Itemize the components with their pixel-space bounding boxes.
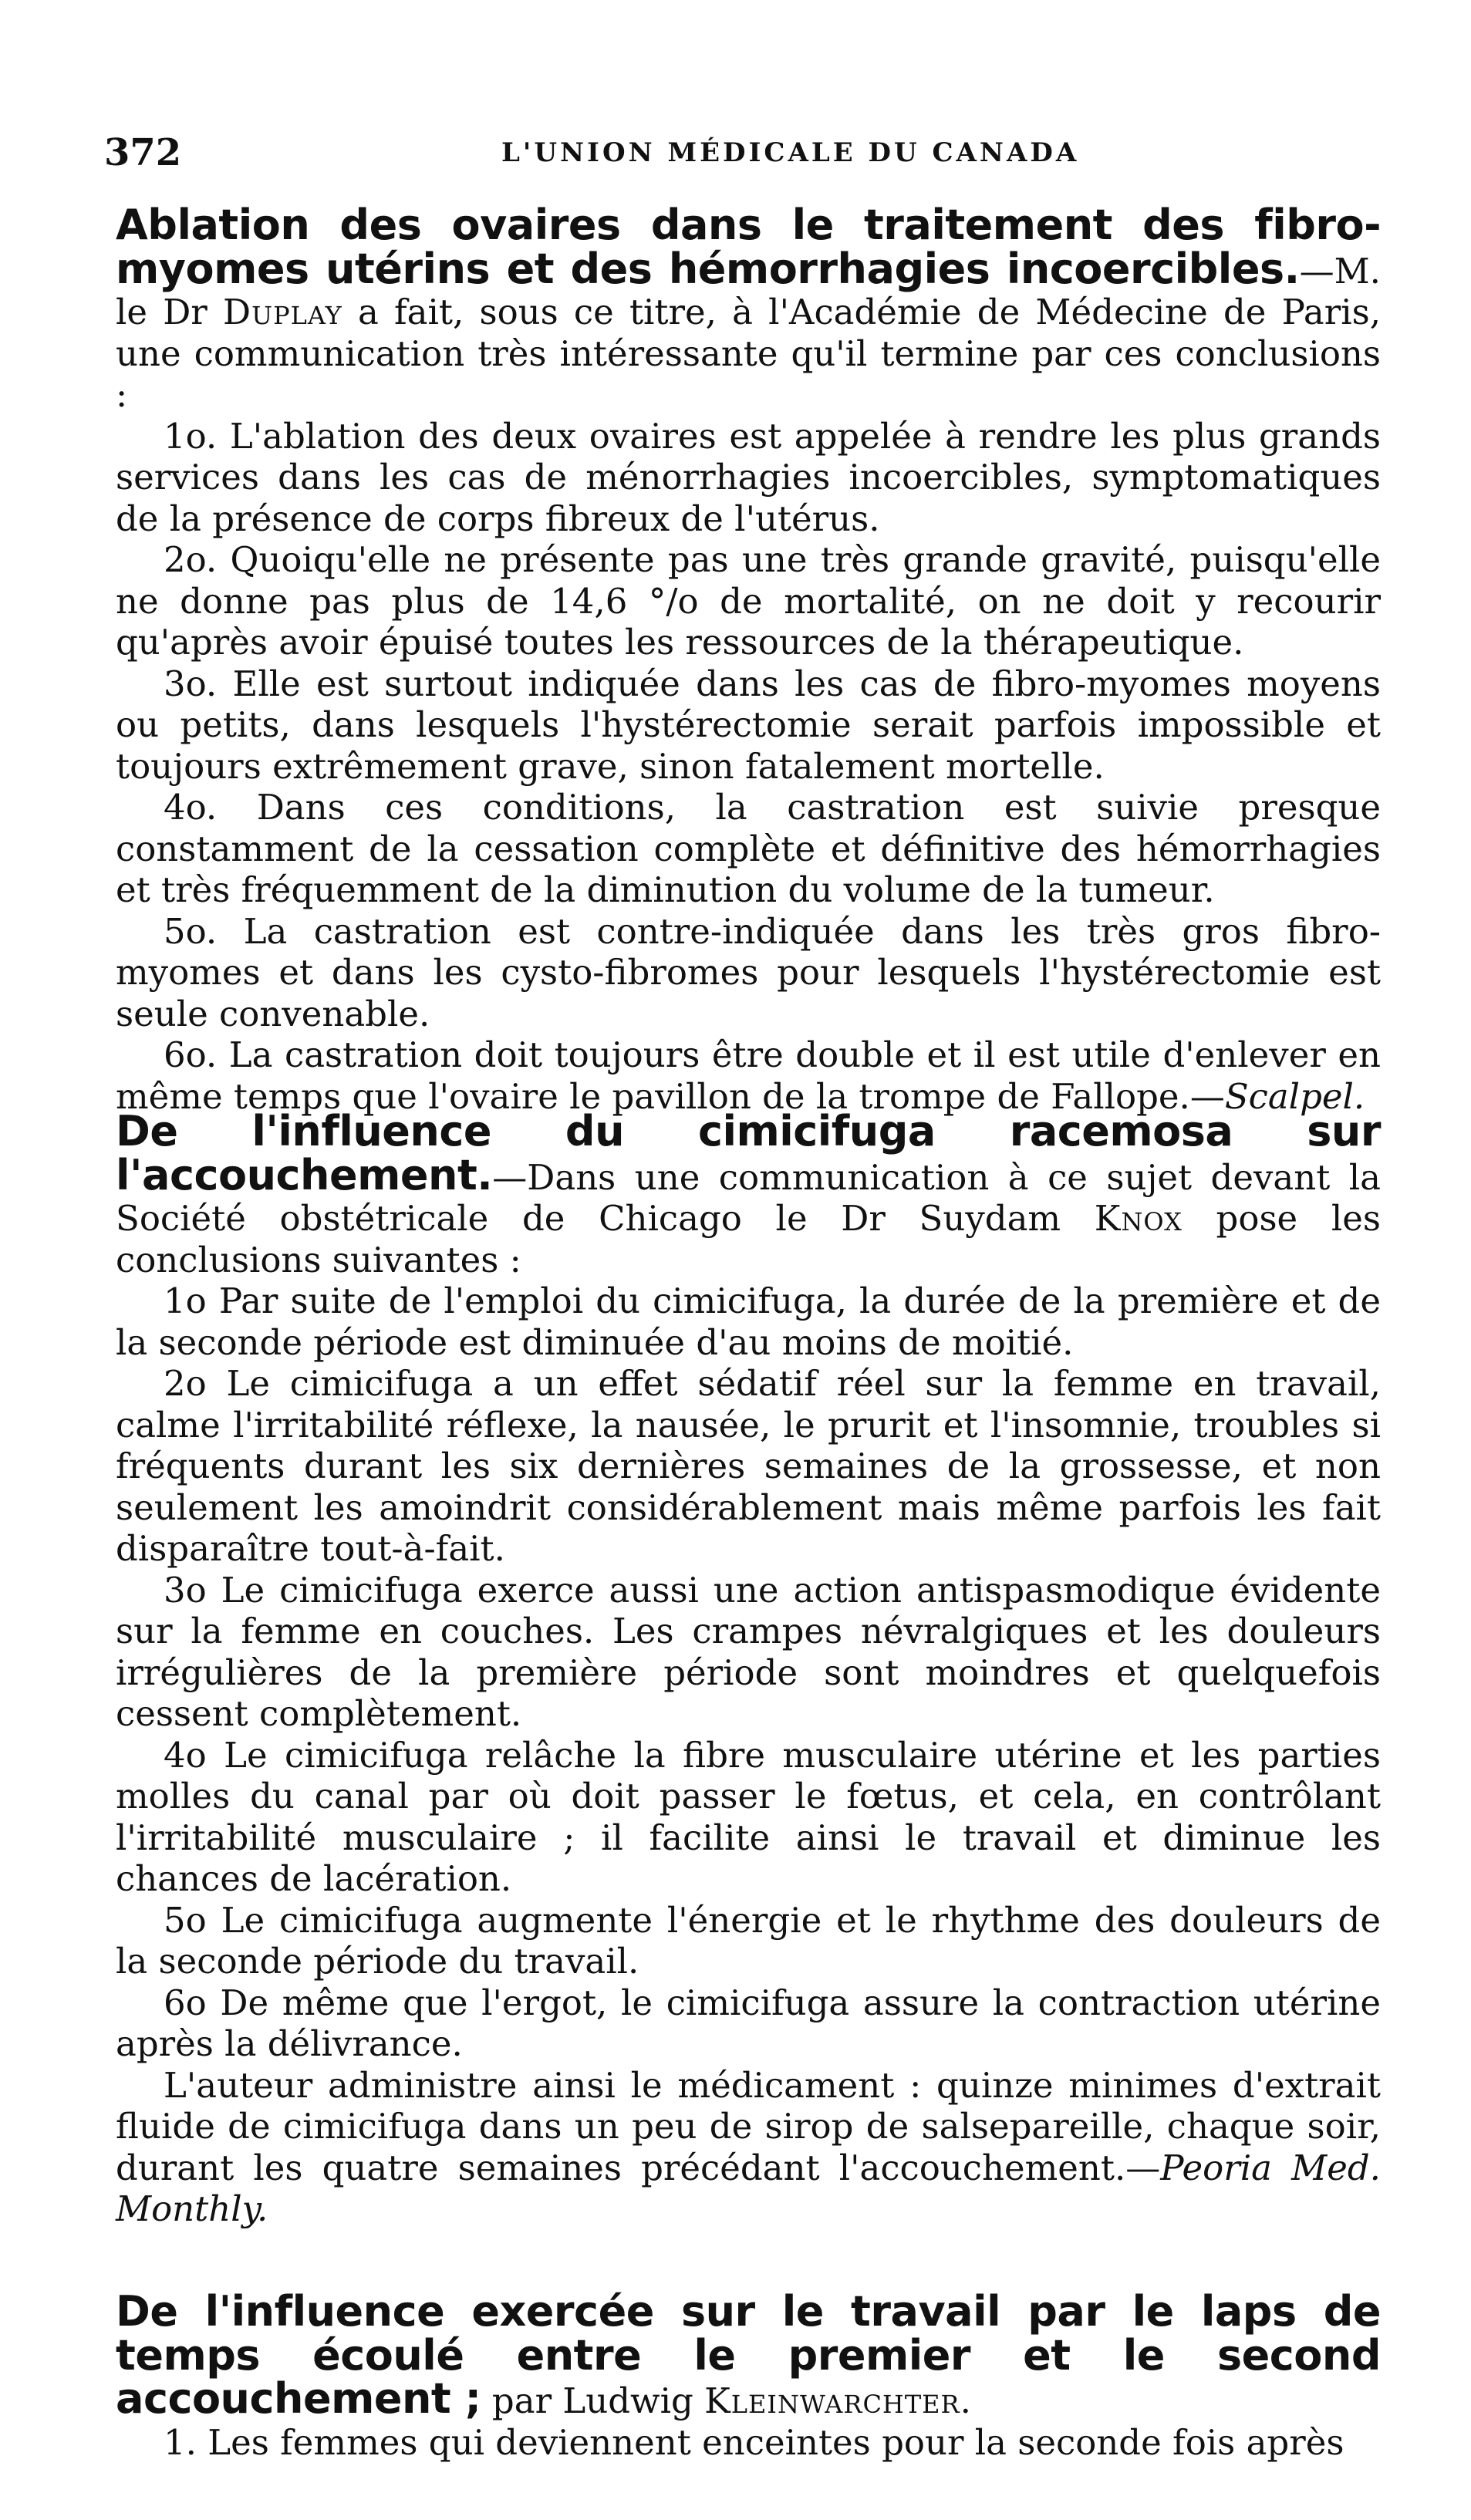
article-3-author: Kleinwarchter. [704, 2380, 972, 2421]
article-1-author: Duplay [223, 292, 342, 332]
article-1-intro [116, 201, 1381, 416]
article-3-byline-pre: par Ludwig [481, 2380, 705, 2421]
article-2-item-2: 2o Le cimicifuga a un effet sédatif réel sur la femme en travail, calme l'irritabilité réflexe, la nausée, le prurit et l'insomnie, troubles si fréquents durant les six dernières semaines de la grossesse, et non seulement les amoindrit considérablement mais même parfois les fait disparaître tout-à-fait. [116, 1363, 1381, 1569]
page-number: 372 [104, 131, 182, 174]
article-1-intro-pre: —M. le Dr [116, 250, 1381, 332]
article-2-item-4: 4o Le cimicifuga relâche la fibre musculaire utérine et les parties molles du canal par où doit passer le fœtus, et cela, en contrôlant l'irritabilité musculaire ; il facilite ainsi le travail et diminue les chances de lacération. [116, 1734, 1381, 1899]
article-1-item-1: 1o. L'ablation des deux ovaires est appelée à rendre les plus grands services dans les cas de ménorrhagies incoercibles, symptomatiques de la présence de corps fibreux de l'utérus. [116, 415, 1381, 539]
article-2-intro-pre: —Dans une communication à ce sujet devant la Société obstétricale de Chicago le Dr Suydam [116, 1156, 1381, 1239]
article-2-title: De l'influence du cimicifuga racemosa sur l'accouchement. [116, 1107, 1381, 1199]
article-2-source: Peoria Med. Monthly. [116, 2147, 1381, 2229]
article-1-item-6 [116, 1034, 1381, 1117]
article-1-item-4: 4o. Dans ces conditions, la castration est suivie presque constamment de la cessation complète et définitive des hémorrhagies et très fréquemment de la diminution du volume de la tumeur. [116, 787, 1381, 910]
article-2-author: Knox [1094, 1198, 1183, 1239]
article-1-intro-post: a fait, sous ce titre, à l'Académie de Médecine de Paris, une communication très intéressante qu'il termine par ces conclusions : [116, 292, 1381, 415]
article-1-item-2: 2o. Quoiqu'elle ne présente pas une très grande gravité, puisqu'elle ne donne pas plus de 14,6 °/o de mortalité, on ne doit y recourir qu'après avoir épuisé toutes les ressources de la thérapeutique. [116, 539, 1381, 663]
article-2-item-1: 1o Par suite de l'emploi du cimicifuga, la durée de la première et de la seconde période est diminuée d'au moins de moitié. [116, 1280, 1381, 1363]
article-2-intro-post: pose les conclusions suivantes : [116, 1198, 1381, 1280]
article-3-intro [116, 2287, 1381, 2423]
article-2-closing [116, 2065, 1381, 2230]
article-1-item-3: 3o. Elle est surtout indiquée dans les cas de fibro-myomes moyens ou petits, dans lesquels l'hystérectomie serait parfois impossible et toujours extrêmement grave, sinon fatalement mortelle. [116, 663, 1381, 787]
article-2-item-5: 5o Le cimicifuga augmente l'énergie et le rhythme des douleurs de la seconde période du travail. [116, 1899, 1381, 1982]
article-2-closing-text: L'auteur administre ainsi le médicament : quinze minimes d'extrait fluide de cimicifuga dans un peu de sirop de salsepareille, chaque soir, durant les quatre semaines précédant l'accouchement.— [116, 2064, 1381, 2188]
article-2-item-3: 3o Le cimicifuga exerce aussi une action antispasmodique évidente sur la femme en couches. Les crampes névralgiques et les douleurs irrégulières de la première période sont moindres et quelquefois cessent complètement. [116, 1569, 1381, 1734]
running-head [0, 131, 1471, 177]
article-1-title: Ablation des ovaires dans le traitement des fibro-myomes utérins et des hémorrhagies incoercibles. [116, 201, 1381, 293]
article-1-item-5: 5o. La castration est contre-indiquée dans les très gros fibro-myomes et dans les cysto-fibromes pour lesquels l'hystérectomie est seule convenable. [116, 910, 1381, 1034]
article-2-intro [116, 1107, 1381, 1280]
article-ovary-ablation [116, 201, 1381, 1117]
article-3-title: De l'influence exercée sur le travail par le laps de temps écoulé entre le premier et le second accouchement ; [116, 2287, 1381, 2423]
article-cimicifuga [116, 1107, 1381, 2230]
article-2-item-6: 6o De même que l'ergot, le cimicifuga assure la contraction utérine après la délivrance. [116, 1982, 1381, 2064]
article-1-item-6-text: 6o. La castration doit toujours être double et il est utile d'enlever en même temps que l'ovaire le pavillon de la trompe de Fallope.— [116, 1034, 1381, 1117]
article-3-item-1: 1. Les femmes qui deviennent enceintes pour la seconde fois après [164, 2421, 1344, 2463]
journal-title: L'UNION MÉDICALE DU CANADA [501, 137, 1080, 168]
article-1-source: Scalpel. [1224, 1075, 1365, 1117]
article-interval-between-births [116, 2287, 1381, 2463]
